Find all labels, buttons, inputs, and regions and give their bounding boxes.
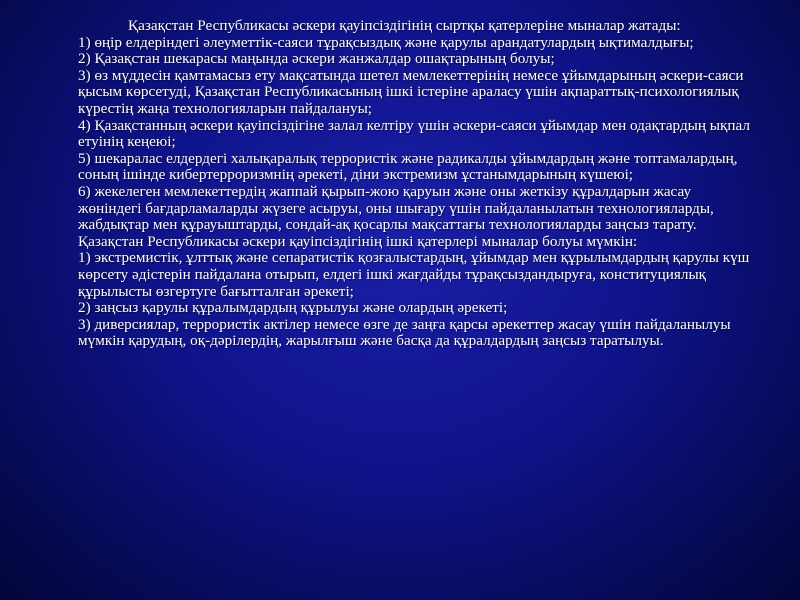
external-threat-item-2: 2) Қазақстан шекарасы маңында әскери жанжалдар ошақтарының болуы;: [78, 50, 555, 68]
external-threats-heading: Қазақстан Республикасы әскери қауіпсіздігінің сыртқы қатерлеріне мыналар жатады:: [128, 17, 681, 34]
external-threat-item-5: 5) шекаралас елдердегі халықаралық террористік және радикалды ұйымдардың және топтамалардың, соның ішінде кибертерроризмнің әрекеті, діни экстремизм ұстанымдарының күшеюі;: [78, 149, 738, 184]
internal-threat-item-2: 2) заңсыз қарулы құралымдардың құрылуы және олардың әрекеті;: [78, 299, 508, 317]
external-threat-item-6: 6) жекелеген мемлекеттердің жаппай қырып-жою қаруын және оны жеткізу құралдарын жасау жөніндегі бағдарламаларды жүзеге асыруы, оны шығару үшін пайдаланылатын технологияларды, жабдықтар мен құрауыштарды, сондай-ақ қосарлы мақсаттағы технологияларды заңсыз тарату.: [78, 182, 714, 234]
internal-threats-heading: Қазақстан Республикасы әскери қауіпсіздігінің ішкі қатерлері мыналар болуы мүмкін:: [78, 232, 638, 250]
internal-threat-item-3: 3) диверсиялар, террористік актілер немесе өзге де заңға қарсы әрекеттер жасау үшін пайдаланылуы мүмкін қарудың, оқ-дәрілердің, жарылғыш және басқа да құралдардың заңсыз таратылуы.: [78, 315, 731, 350]
slide-text-block: [78, 18, 758, 350]
external-threat-item-1: 1) өңір елдеріндегі әлеуметтік-саяси тұрақсыздық және қарулы арандатулардың ықтималдығы;: [78, 33, 694, 51]
internal-threat-item-1: 1) экстремистік, ұлттық және сепаратистік қозғалыстардың, ұйымдар мен құрылымдардың қарулы күш көрсету әдістерін пайдалана отырып, елдегі ішкі жағдайды тұрақсыздандыруға, конституциялық құрылысты өзгертуге бағытталған әрекеті;: [78, 249, 750, 300]
external-threat-item-4: 4) Қазақстанның әскери қауіпсіздігіне залал келтіру үшін әскери-саяси ұйымдар мен одақтардың ықпал етуінің кеңеюі;: [78, 116, 750, 151]
external-threat-item-3: 3) өз мүддесін қамтамасыз ету мақсатында шетел мемлекеттерінің немесе ұйымдарының әскери-саяси қысым көрсетуді, Қазақстан Республикасының ішкі істеріне араласу үшін ақпараттық-психологиялық күрестің жаңа технологияларын пайдалануы;: [78, 66, 744, 117]
